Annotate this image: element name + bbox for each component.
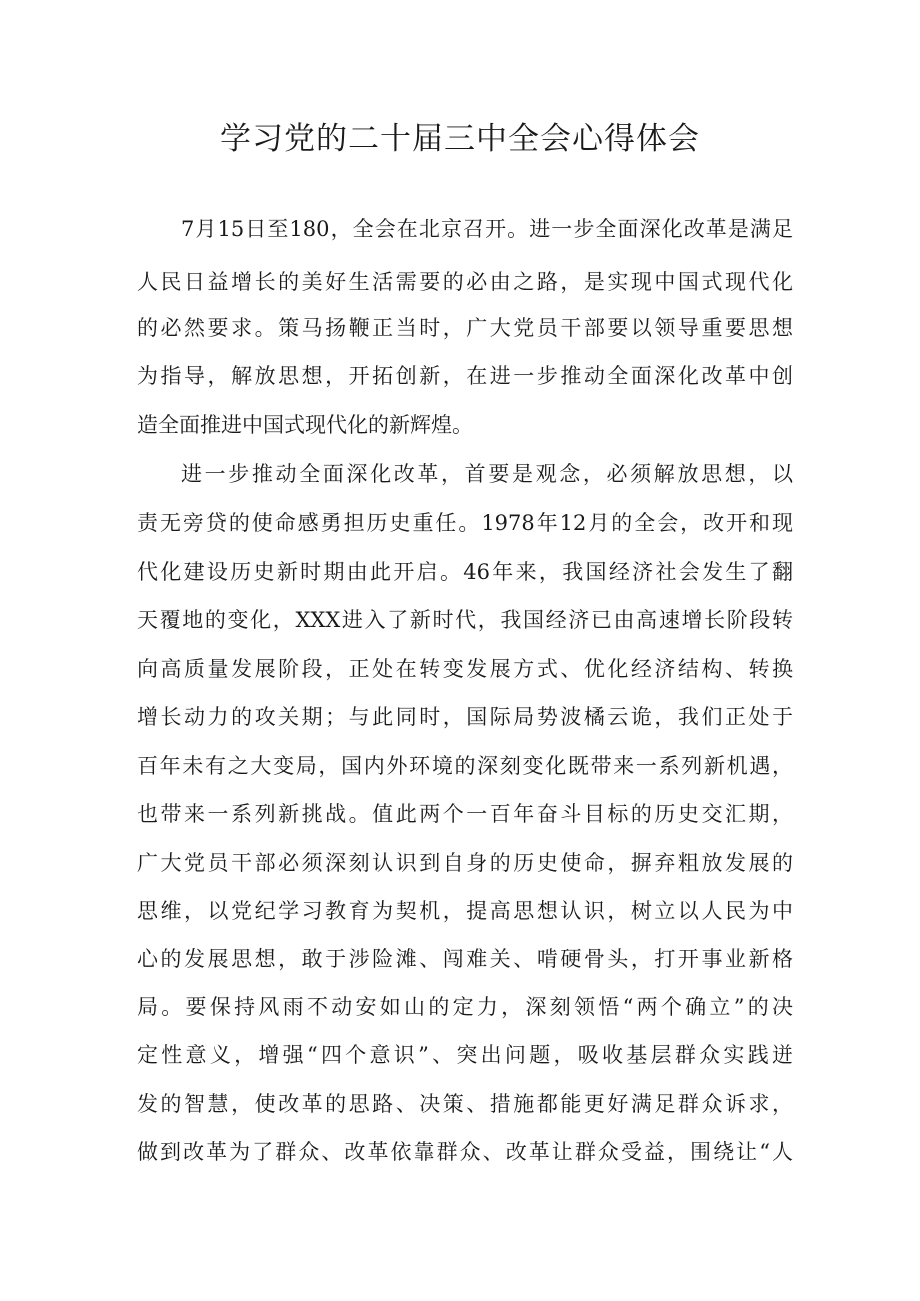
paragraph-2-line-10: 思维，以党纪学习教育为契机，提高思想认识，树立以人民为中 xyxy=(137,899,793,923)
paragraph-2-line-11: 心的发展思想，敢于涉险滩、闯难关、啃硬骨头，打开事业新格 xyxy=(137,947,793,971)
paragraph-2-line-9: 广大党员干部必须深刻认识到自身的历史使命，摒弃粗放发展的 xyxy=(137,851,793,875)
paragraph-1-line-4: 为指导，解放思想，开拓创新，在进一步推动全面深化改革中创 xyxy=(137,364,793,388)
paragraph-2-line-4: 天覆地的变化，XXX进入了新时代，我国经济已由高速增长阶段转 xyxy=(137,608,793,632)
paragraph-2-line-5: 向高质量发展阶段，正处在转变发展方式、优化经济结构、转换 xyxy=(137,657,793,681)
paragraph-1-line-1: 7月15日至180，全会在北京召开。进一步全面深化改革是满足 xyxy=(181,217,793,241)
paragraph-1-line-5: 造全面推进中国式现代化的新辉煌。 xyxy=(137,413,473,437)
paragraph-2-line-12: 局。要保持风雨不动安如山的定力，深刻领悟“两个确立”的决 xyxy=(137,995,793,1019)
paragraph-1-line-2: 人民日益增长的美好生活需要的必由之路，是实现中国式现代化 xyxy=(137,270,793,294)
paragraph-1-line-3: 的必然要求。策马扬鞭正当时，广大党员干部要以领导重要思想 xyxy=(137,316,793,340)
paragraph-2-line-7: 百年未有之大变局，国内外环境的深刻变化既带来一系列新机遇， xyxy=(137,754,793,778)
paragraph-2-line-6: 增长动力的攻关期；与此同时，国际局势波橘云诡，我们正处于 xyxy=(137,705,793,729)
document-title: 学习党的二十届三中全会心得体会 xyxy=(220,121,700,157)
paragraph-2-line-15: 做到改革为了群众、改革依靠群众、改革让群众受益，围绕让“人 xyxy=(137,1140,793,1164)
paragraph-2-line-3: 代化建设历史新时期由此开启。46年来，我国经济社会发生了翻 xyxy=(137,560,793,584)
paragraph-2-line-14: 发的智慧，使改革的思路、决策、措施都能更好满足群众诉求， xyxy=(137,1092,793,1116)
paragraph-2-line-2: 责无旁贷的使命感勇担历史重任。1978年12月的全会，改开和现 xyxy=(137,511,793,535)
paragraph-2-line-13: 定性意义，增强“四个意识”、突出问题，吸收基层群众实践迸 xyxy=(137,1043,793,1067)
paragraph-2-line-8: 也带来一系列新挑战。值此两个一百年奋斗目标的历史交汇期， xyxy=(137,802,793,826)
paragraph-2-line-1: 进一步推动全面深化改革，首要是观念，必须解放思想，以 xyxy=(181,462,793,486)
